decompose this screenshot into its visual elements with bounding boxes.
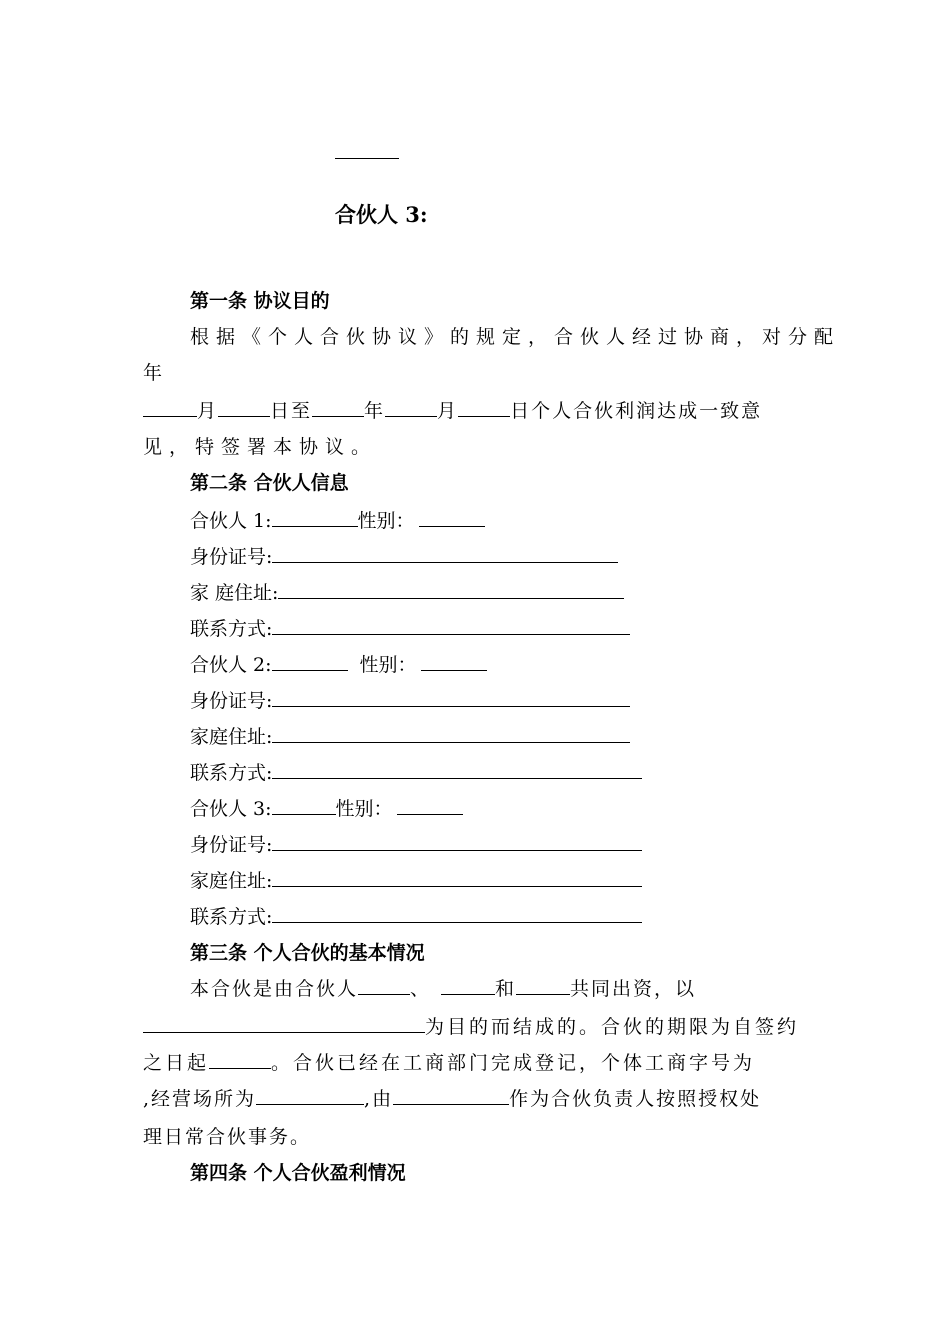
- blank: [385, 415, 437, 417]
- partner-2-id-blank: [272, 705, 630, 707]
- partner-2-address-label: 家庭住址:: [190, 726, 273, 748]
- blank: [218, 415, 270, 417]
- text: 月: [437, 400, 459, 422]
- partner-2-row: [190, 650, 487, 677]
- partner-3-address-row: [190, 866, 642, 893]
- blank: [143, 415, 197, 417]
- text: ,由: [364, 1088, 394, 1110]
- text: 作为合伙负责人按照授权处: [509, 1088, 762, 1110]
- partner-1-id-blank: [272, 561, 618, 563]
- partner-2-id-row: [190, 686, 630, 713]
- article-1-line-2: 年: [143, 362, 163, 384]
- partner-1-contact-row: [190, 614, 630, 641]
- blank: [441, 993, 495, 995]
- article-1-line-3: [143, 396, 762, 423]
- partner-3-label: 合伙人 3:: [190, 798, 272, 820]
- partner-1-id-label: 身份证号:: [190, 546, 273, 568]
- partner-1-address-row: [190, 578, 624, 605]
- text: 之日起: [143, 1052, 210, 1074]
- partner-3-address-label: 家庭住址:: [190, 870, 273, 892]
- text: 。合伙已经在工商部门完成登记，个体工商字号为: [271, 1052, 756, 1074]
- text: 为目的而结成的。合伙的期限为自签约: [425, 1016, 800, 1038]
- blank: [312, 415, 364, 417]
- article-3-line-4: [143, 1084, 761, 1111]
- top-underline: [335, 158, 399, 159]
- partner-2-address-row: [190, 722, 630, 749]
- blank: [358, 993, 410, 995]
- partner-2-contact-label: 联系方式:: [190, 762, 273, 784]
- partner-2-gender-blank: [421, 669, 487, 671]
- partner-2-contact-blank: [272, 777, 642, 779]
- partner-1-address-blank: [278, 597, 624, 599]
- article-3-line-3: [143, 1048, 755, 1075]
- partner-3-id-label: 身份证号:: [190, 834, 273, 856]
- blank: [256, 1103, 364, 1105]
- article-4-heading: 第四条 个人合伙盈利情况: [190, 1162, 406, 1184]
- text: 和: [495, 978, 517, 1000]
- partner-1-row: [190, 506, 485, 533]
- partner-3-gender-blank: [397, 813, 463, 815]
- partner-3-id-blank: [272, 849, 642, 851]
- partner-3-name-blank: [272, 813, 336, 815]
- partner-3-gender-label: 性别：: [335, 798, 393, 820]
- partner-1-address-label: 家 庭住址:: [190, 582, 279, 604]
- partner-2-name-blank: [272, 669, 348, 671]
- text: 月: [197, 400, 219, 422]
- partner-3-contact-blank: [272, 921, 642, 923]
- text: 日至: [270, 400, 313, 422]
- article-1-heading: 第一条 协议目的: [190, 290, 330, 312]
- text: 年: [364, 400, 386, 422]
- article-3-heading: 第三条 个人合伙的基本情况: [190, 942, 425, 964]
- article-2-heading: 第二条 合伙人信息: [190, 472, 349, 494]
- blank: [516, 993, 570, 995]
- text: 共同出资，以: [570, 978, 697, 1000]
- partner-1-gender-label: 性别：: [357, 510, 415, 532]
- text: 本合伙是由合伙人: [190, 978, 359, 1000]
- text: 日个人合伙利润达成一致意: [510, 400, 763, 422]
- partner-2-address-blank: [272, 741, 630, 743]
- partner-1-contact-label: 联系方式:: [190, 618, 273, 640]
- partner-3-contact-row: [190, 902, 642, 929]
- blank: [393, 1103, 509, 1105]
- page-title: 合伙人 3:: [335, 202, 428, 227]
- article-1-line-4: 见，特签署本协议。: [143, 436, 378, 458]
- partner-1-label: 合伙人 1:: [190, 510, 272, 532]
- blank: [458, 415, 510, 417]
- partner-3-address-blank: [272, 885, 642, 887]
- partner-1-gender-blank: [419, 525, 485, 527]
- partner-2-gender-label: 性别：: [359, 654, 417, 676]
- partner-2-label: 合伙人 2:: [190, 654, 272, 676]
- article-1-line-1: 根据《个人合伙协议》的规定，合伙人经过协商，对分配: [190, 326, 841, 348]
- partner-3-contact-label: 联系方式:: [190, 906, 273, 928]
- partner-3-id-row: [190, 830, 642, 857]
- blank: [209, 1067, 271, 1069]
- article-3-line-5: 理日常合伙事务。: [143, 1126, 312, 1148]
- article-3-line-1: [190, 974, 696, 1001]
- partner-1-contact-blank: [272, 633, 630, 635]
- partner-2-contact-row: [190, 758, 642, 785]
- text: ,经营场所为: [143, 1088, 257, 1110]
- article-3-line-2: [143, 1012, 799, 1039]
- partner-3-row: [190, 794, 463, 821]
- partner-1-name-blank: [272, 525, 358, 527]
- partner-1-id-row: [190, 542, 618, 569]
- partner-2-id-label: 身份证号:: [190, 690, 273, 712]
- text: 、: [410, 978, 432, 1000]
- blank: [143, 1031, 425, 1033]
